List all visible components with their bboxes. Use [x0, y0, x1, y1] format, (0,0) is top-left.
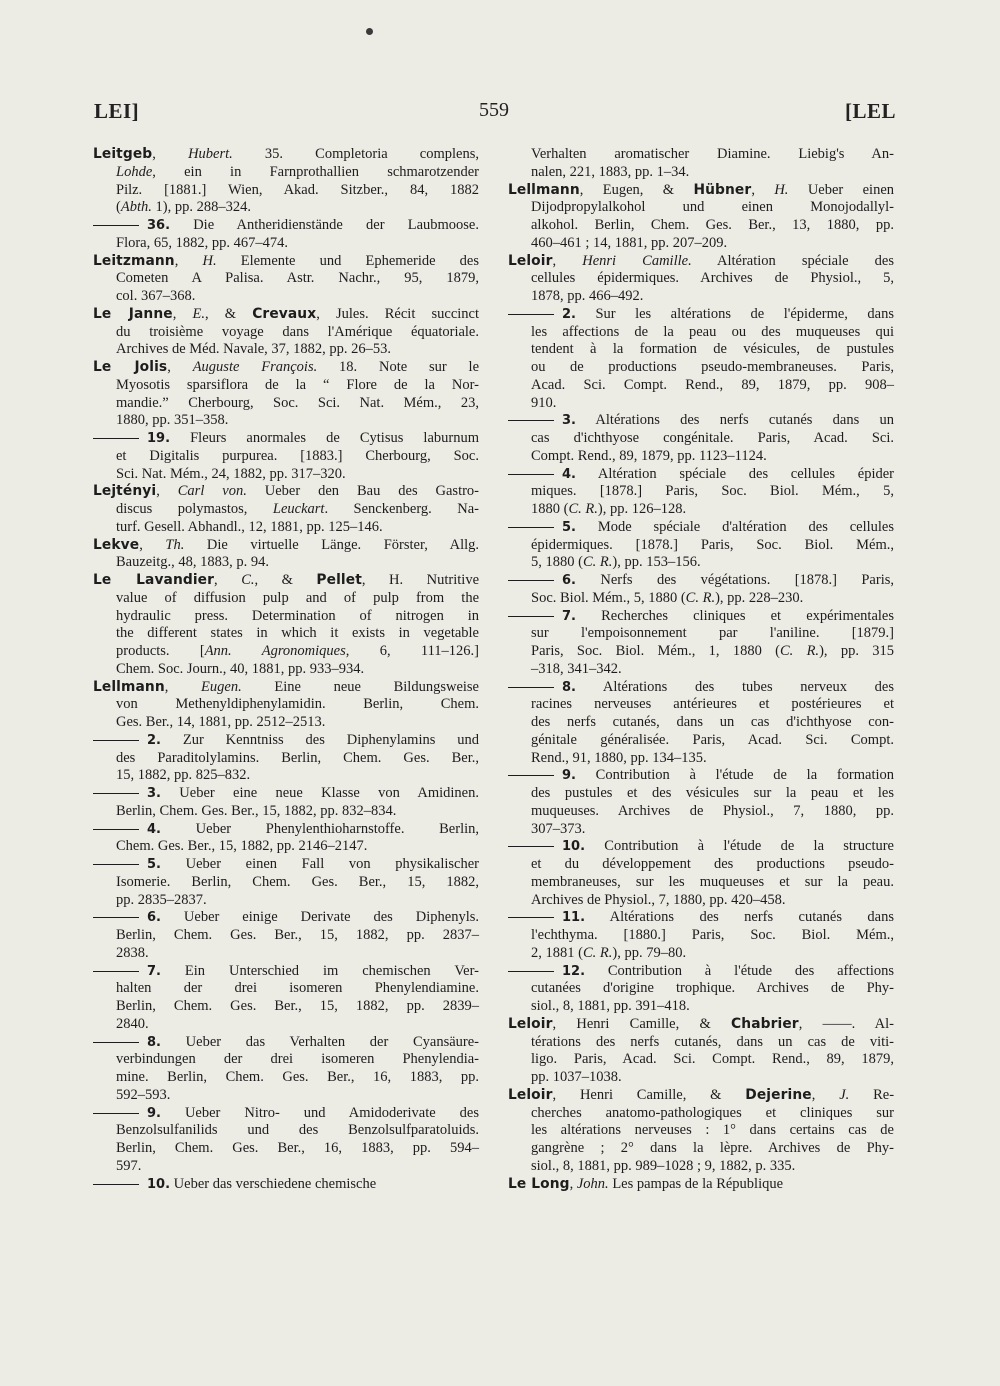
ditto-rule — [93, 971, 139, 972]
numbered-subentry — [508, 838, 894, 909]
entry-line: 4. Ueber Phenylenthioharnstoffe. Berlin, — [93, 821, 479, 839]
entry-line: 910. — [531, 394, 557, 411]
entry-line: térations des nerfs cutanés, dans un cas de viti- — [531, 1033, 894, 1050]
entry-line: miques. [1878.] Paris, Soc. Biol. Mém., 5, — [531, 483, 894, 500]
numbered-subentry — [508, 466, 894, 519]
ditto-rule — [508, 314, 554, 315]
entry-line: muqueuses. Archives de Physiol., 7, 1880, pp. — [531, 802, 894, 819]
entry-line: et du développement des productions pseudo- — [531, 856, 894, 872]
entry-line: Compt. Rend., 89, 1879, pp. 1123–1124. — [531, 447, 767, 464]
bibliography-entry — [508, 1016, 894, 1087]
entry-line: (Abth. 1), pp. 288–324. — [116, 199, 251, 216]
entry-line: et Digitalis purpurea. [1883.] Cherbourg, Soc. — [116, 447, 479, 464]
entry-line: 8. Ueber das Verhalten der Cyansäure- — [93, 1034, 479, 1052]
entry-line: Leloir, Henri Camille, & Chabrier, ——. Al- — [508, 1015, 895, 1032]
ditto-rule — [93, 917, 139, 918]
entry-line: mine. Berlin, Chem. Ges. Ber., 16, 1883, pp. — [116, 1069, 479, 1085]
bibliography-entry — [508, 1176, 894, 1194]
entry-line: 3. Altérations des nerfs cutanés dans un — [508, 412, 894, 430]
entry-line: Leloir, Henri Camille. Altération spéciale des — [508, 252, 895, 269]
entry-line: 11. Altérations des nerfs cutanés dans — [508, 909, 894, 927]
ditto-rule — [93, 829, 139, 830]
bibliography-entry — [93, 306, 479, 359]
bibliography-entry — [93, 537, 479, 573]
entry-line: Berlin, Chem. Ges. Ber., 15, 1882, pp. 2837– — [116, 927, 479, 943]
entry-line: l'echthyma. [1880.] Paris, Soc. Biol. Mém., — [531, 927, 894, 943]
entry-line: discus polymastos, Leuckart. Senckenberg. Na- — [116, 501, 479, 517]
entry-line: products. [Ann. Agronomiques, 6, 111–126.] — [116, 643, 479, 659]
entry-line: 2, 1881 (C. R.), pp. 79–80. — [531, 944, 687, 961]
entry-line: Paris, Soc. Biol. Mém., 1, 1880 (C. R.), pp. 315 — [531, 643, 894, 659]
entry-line: Le Long, John. Les pampas de la République — [508, 1175, 784, 1192]
numbered-subentry — [93, 785, 479, 821]
numbered-subentry — [93, 430, 479, 483]
entry-line: Sci. Nat. Mém., 24, 1882, pp. 317–320. — [116, 465, 346, 482]
entry-line: cas d'ichthyose congénitale. Paris, Acad. Sci. — [531, 430, 894, 446]
entry-line: les affections de la peau ou des muqueuses qui — [531, 323, 894, 340]
entry-line: value of diffusion pulp and of pulp from the — [116, 589, 479, 606]
entry-line: 7. Ein Unterschied im chemischen Ver- — [93, 963, 479, 981]
entry-line: 9. Ueber Nitro- und Amidoderivate des — [93, 1105, 479, 1123]
numbered-subentry — [508, 608, 894, 679]
entry-line: Le Lavandier, C., & Pellet, H. Nutritive — [93, 572, 480, 588]
ditto-rule — [93, 438, 139, 439]
entry-line: the different states in which it exists in vegetable — [116, 625, 479, 642]
entry-line: 2840. — [116, 1015, 149, 1032]
entry-line: ou de productions pseudo-membraneuses. Paris, — [531, 359, 894, 375]
entry-line: sur l'empoisonnement par l'aniline. [1879.] — [531, 625, 894, 642]
entry-line: mandie.” Cherbourg, Soc. Sci. Nat. Mém., 23, — [116, 394, 479, 411]
entry-line: membraneuses, sur les muqueuses et sur la peau. — [531, 873, 894, 890]
bibliography-entry — [93, 679, 479, 732]
entry-line: Acad. Sci. Compt. Rend., 89, 1879, pp. 908– — [531, 376, 894, 393]
entry-line: ligo. Paris, Acad. Sci. Compt. Rend., 89, 1879, — [531, 1051, 894, 1068]
numbered-subentry — [508, 519, 894, 572]
bibliography-entry — [508, 1087, 894, 1176]
entry-line: 9. Contribution à l'étude de la formation — [508, 767, 894, 785]
entry-line: –318, 341–342. — [531, 660, 622, 677]
entry-line: verbindungen der drei isomeren Phenylendia- — [116, 1051, 479, 1068]
ditto-rule — [93, 740, 139, 741]
entry-line: Le Janne, E., & Crevaux, Jules. Récit succinct — [93, 305, 480, 322]
entry-line: alkohol. Berlin, Chem. Ges. Ber., 13, 1880, pp. — [531, 217, 894, 233]
entry-line: 1878, pp. 466–492. — [531, 288, 644, 304]
entry-line: von Methenyldiphenylamidin. Berlin, Chem. — [116, 696, 479, 713]
numbered-subentry — [93, 1034, 479, 1105]
entry-line: Isomerie. Berlin, Chem. Ges. Ber., 15, 1882, — [116, 873, 479, 890]
entry-line: 10. Contribution à l'étude de la structure — [508, 838, 894, 856]
numbered-subentry — [508, 963, 894, 1016]
entry-line: 5. Mode spéciale d'altération des cellules — [508, 519, 894, 537]
entry-line: cherches anatomo-pathologiques et cliniques sur — [531, 1104, 894, 1121]
ditto-rule — [508, 846, 554, 847]
entry-line: pp. 1037–1038. — [531, 1069, 622, 1085]
entry-line: Rend., 91, 1880, pp. 134–135. — [531, 749, 707, 766]
entry-line: 5, 1880 (C. R.), pp. 153–156. — [531, 554, 701, 571]
entry-line: des Paraditolylamins. Berlin, Chem. Ges. Ber., — [116, 749, 479, 766]
entry-line: Bauzeitg., 48, 1883, p. 94. — [116, 554, 270, 571]
entry-line: 592–593. — [116, 1086, 171, 1103]
entry-line: 5. Ueber einen Fall von physikalischer — [93, 856, 479, 874]
ditto-rule — [508, 917, 554, 918]
ditto-rule — [508, 580, 554, 581]
entry-line: Lellmann, Eugen, & Hübner, H. Ueber einen — [508, 181, 895, 198]
entry-line: Lejtényi, Carl von. Ueber den Bau des Gastro- — [93, 483, 480, 500]
entry-line: cutanées d'origine trophique. Archives de Phy- — [531, 980, 894, 997]
numbered-subentry — [508, 679, 894, 768]
entry-line: 8. Altérations des tubes nerveux des — [508, 679, 894, 697]
entry-line: Berlin, Chem. Ges. Ber., 16, 1883, pp. 594– — [116, 1140, 479, 1156]
ditto-rule — [508, 616, 554, 617]
entry-line: siol., 8, 1881, pp. 989–1028 ; 9, 1882, p. 335. — [531, 1157, 796, 1174]
bibliography-entry — [93, 253, 479, 306]
numbered-subentry — [508, 909, 894, 962]
ditto-rule — [93, 864, 139, 865]
entry-line: Archives de Physiol., 7, 1880, pp. 420–458. — [531, 891, 786, 908]
entry-line: Benzolsulfanilids und des Benzolsulfparatoluids. — [116, 1122, 479, 1139]
entry-line: 2. Zur Kenntniss des Diphenylamins und — [93, 732, 479, 750]
entry-line: génitale généralisée. Paris, Acad. Sci. Compt. — [531, 731, 894, 748]
entry-line: cellules épidermiques. Archives de Physiol., 5, — [531, 270, 894, 287]
numbered-subentry — [508, 572, 894, 608]
entry-line: 19. Fleurs anormales de Cytisus laburnum — [93, 430, 479, 448]
entry-line: col. 367–368. — [116, 288, 196, 304]
numbered-subentry — [93, 1176, 479, 1194]
entry-line: épidermiques. [1878.] Paris, Soc. Biol. Mém., — [531, 536, 894, 553]
header-left-guide: LEI] — [94, 99, 140, 123]
entry-line: 15, 1882, pp. 825–832. — [116, 767, 251, 784]
entry-line: Soc. Biol. Mém., 5, 1880 (C. R.), pp. 228–230. — [531, 589, 804, 606]
entry-line: 12. Contribution à l'étude des affections — [508, 963, 894, 981]
entry-line: Leloir, Henri Camille, & Dejerine, J. Re- — [508, 1086, 895, 1103]
bibliography-entry — [508, 253, 894, 306]
entry-line: Berlin, Chem. Ges. Ber., 15, 1882, pp. 2839– — [116, 998, 479, 1014]
entry-line: tendent à la formation de vésicules, de pustules — [531, 341, 894, 358]
entry-line: siol., 8, 1881, pp. 391–418. — [531, 998, 690, 1014]
entry-line: 6. Nerfs des végétations. [1878.] Paris, — [508, 572, 894, 590]
ditto-rule — [508, 775, 554, 776]
entry-line: les altérations nerveuses : 1° dans certains cas de — [531, 1122, 894, 1139]
stray-ink-dot — [366, 28, 373, 35]
entry-line: 597. — [116, 1157, 142, 1174]
entry-line: Le Jolis, Auguste François. 18. Note sur le — [93, 359, 480, 375]
entry-line: 307–373. — [531, 820, 586, 837]
numbered-subentry — [508, 767, 894, 838]
numbered-subentry — [508, 412, 894, 465]
entry-line: Pilz. [1881.] Wien, Akad. Sitzber., 84, 1882 — [116, 181, 479, 198]
entry-line: Lohde, ein in Farnprothallien schmarotzender — [116, 163, 479, 180]
entry-line: Lekve, Th. Die virtuelle Länge. Förster, Allg. — [93, 536, 479, 553]
numbered-subentry — [93, 732, 479, 785]
entry-line: Flora, 65, 1882, pp. 467–474. — [116, 234, 288, 251]
entry-line: 3. Ueber eine neue Klasse von Amidinen. — [93, 785, 479, 803]
entry-line: 6. Ueber einige Derivate des Diphenyls. — [93, 909, 479, 927]
bibliography-entry — [93, 483, 479, 536]
entry-line: Archives de Méd. Navale, 37, 1882, pp. 26–53. — [116, 341, 392, 358]
entry-line: Verhalten aromatischer Diamine. Liebig's An- — [531, 146, 894, 162]
numbered-subentry — [508, 306, 894, 413]
ditto-rule — [93, 1113, 139, 1114]
bibliography-entry — [93, 572, 479, 679]
bibliography-entry — [508, 146, 894, 182]
entry-line: gangrène ; 2° dans la lèpre. Archives de Phy- — [531, 1140, 894, 1156]
entry-line: Berlin, Chem. Ges. Ber., 15, 1882, pp. 832–834. — [116, 802, 397, 819]
entry-line: nalen, 221, 1883, pp. 1–34. — [531, 163, 690, 180]
entry-line: du troisième voyage dans l'Amérique équatoriale. — [116, 323, 479, 340]
bibliography-entry — [93, 359, 479, 430]
right-column — [508, 146, 894, 1193]
entry-line: 4. Altération spéciale des cellules épider — [508, 466, 894, 484]
numbered-subentry — [93, 909, 479, 962]
entry-line: turf. Gesell. Abhandl., 12, 1881, pp. 125–146. — [116, 518, 383, 535]
entry-line: 1880 (C. R.), pp. 126–128. — [531, 501, 687, 517]
numbered-subentry — [93, 856, 479, 909]
page-number: 559 — [479, 99, 509, 121]
entry-line: Myosotis sparsiflora de la “ Flore de la Nor- — [116, 376, 479, 393]
entry-line: des pustules et des vésicules sur la peau et les — [531, 785, 894, 801]
ditto-rule — [93, 793, 139, 794]
entry-line: Cometen A Palisa. Astr. Nachr., 95, 1879, — [116, 270, 479, 287]
entry-line: 2. Sur les altérations de l'épiderme, dans — [508, 306, 894, 324]
entry-line: Chem. Soc. Journ., 40, 1881, pp. 933–934. — [116, 660, 365, 677]
bibliography-entry — [508, 182, 894, 253]
entry-line: Leitgeb, Hubert. 35. Completoria complens, — [93, 146, 479, 162]
bibliography-entry — [93, 146, 479, 217]
entry-line: 2838. — [116, 944, 149, 961]
numbered-subentry — [93, 1105, 479, 1176]
numbered-subentry — [93, 963, 479, 1034]
numbered-subentry — [93, 217, 479, 253]
entry-line: 10. Ueber das verschiedene chemische — [93, 1176, 479, 1194]
entry-line: 460–461 ; 14, 1881, pp. 207–209. — [531, 234, 728, 251]
entry-line: halten der drei isomeren Phenylendiamine. — [116, 980, 479, 997]
entry-line: 1880, pp. 351–358. — [116, 412, 229, 429]
entry-line: Ges. Ber., 14, 1881, pp. 2512–2513. — [116, 714, 326, 730]
header-right-guide: [LEL — [844, 99, 896, 123]
ditto-rule — [508, 474, 554, 475]
entry-line: hydraulic press. Determination of nitrogen in — [116, 607, 479, 624]
entry-line: 36. Die Antheridienstände der Laubmoose. — [93, 217, 479, 235]
entry-line: Leitzmann, H. Elemente und Ephemeride des — [93, 252, 480, 269]
numbered-subentry — [93, 821, 479, 857]
entry-line: racines nerveuses antérieures et postérieures et — [531, 696, 894, 713]
ditto-rule — [93, 1042, 139, 1043]
entry-line: 7. Recherches cliniques et expérimentales — [508, 608, 894, 626]
ditto-rule — [93, 225, 139, 226]
page-header — [94, 99, 896, 129]
entry-line: pp. 2835–2837. — [116, 891, 207, 908]
entry-line: des nerfs cutanés, dans un cas d'ichthyose con- — [531, 714, 894, 730]
ditto-rule — [508, 420, 554, 421]
left-column — [93, 146, 479, 1193]
ditto-rule — [508, 971, 554, 972]
ditto-rule — [508, 527, 554, 528]
ditto-rule — [93, 1184, 139, 1185]
entry-line: Chem. Ges. Ber., 15, 1882, pp. 2146–2147. — [116, 838, 368, 855]
ditto-rule — [508, 687, 554, 688]
entry-line: Dijodpropylalkohol und einen Monojodallyl- — [531, 199, 894, 216]
entry-line: Lellmann, Eugen. Eine neue Bildungsweise — [93, 678, 479, 695]
